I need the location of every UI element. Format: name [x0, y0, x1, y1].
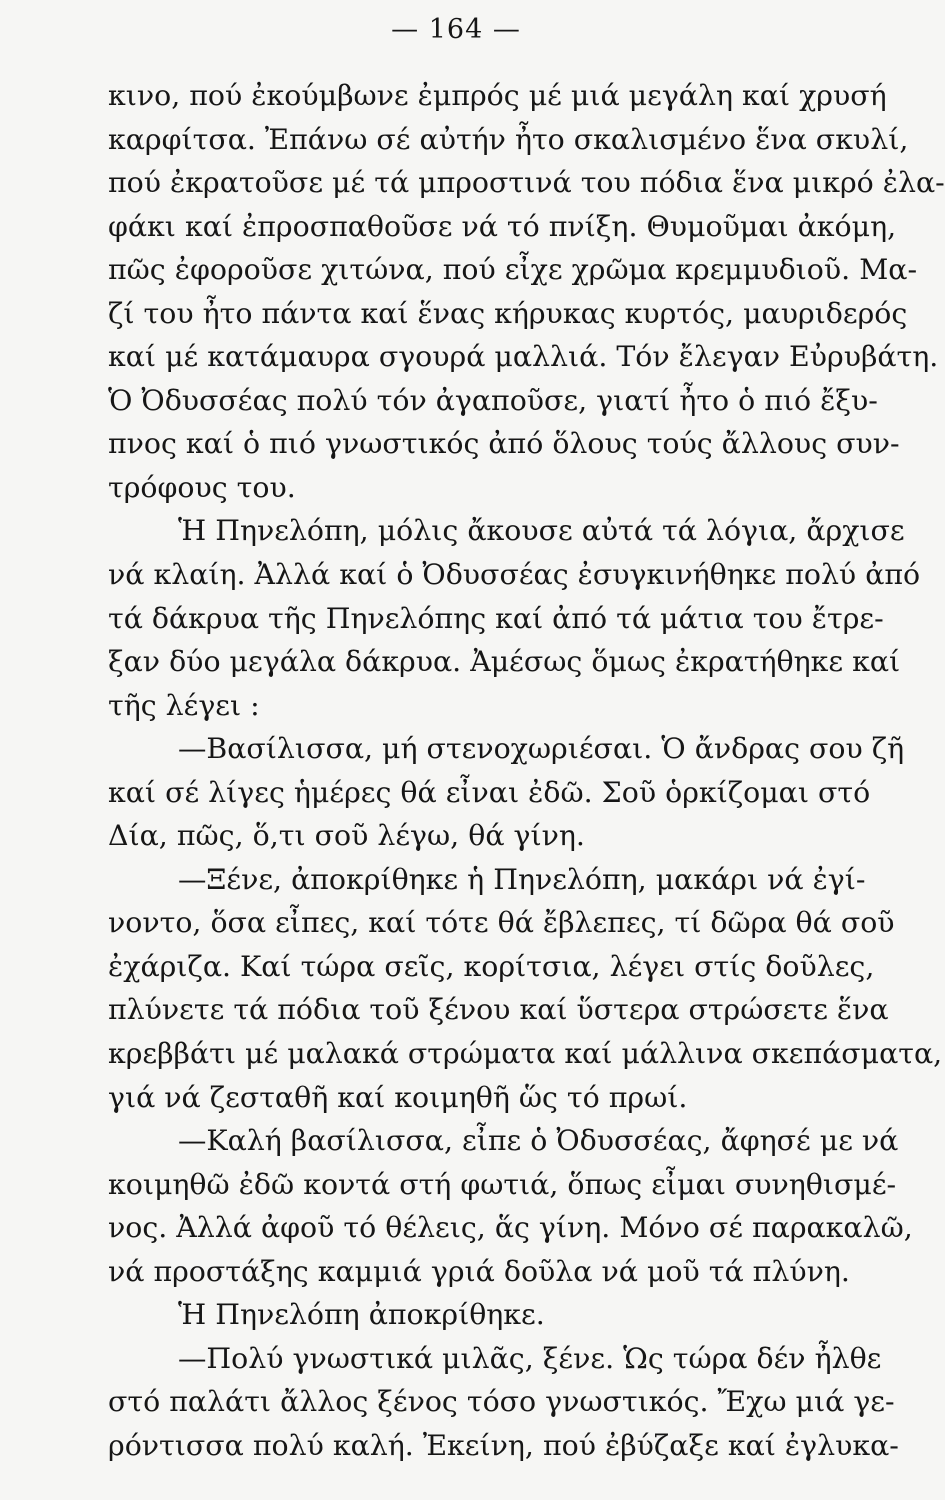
text-line: ρόντισσα πολύ καλή. Ἐκείνη, πού ἐβύζαξε καί ἐγλυκα-	[108, 1428, 899, 1462]
text-line: —Καλή βασίλισσα, εἶπε ὁ Ὀδυσσέας, ἄφησέ με νά	[178, 1124, 899, 1158]
text-line: Ἡ Πηνελόπη ἀποκρίθηκε.	[178, 1298, 545, 1332]
text-line: νά κλαίη. Ἀλλά καί ὁ Ὀδυσσέας ἐσυγκινήθηκε πολύ ἀπό	[108, 558, 921, 592]
text-line: ξαν δύο μεγάλα δάκρυα. Ἀμέσως ὅμως ἐκρατήθηκε καί	[108, 645, 901, 679]
text-line: κινο, πού ἐκούμβωνε ἐμπρός μέ μιά μεγάλη καί χρυσή	[108, 79, 887, 112]
text-line: κρεββάτι μέ μαλακά στρώματα καί μάλλινα σκεπάσματα,	[108, 1037, 943, 1071]
text-line: στό παλάτι ἄλλος ξένος τόσο γνωστικός. Ἔχω μιά γε-	[108, 1385, 895, 1419]
text-line: γιά νά ζεσταθῆ καί κοιμηθῆ ὥς τό πρωί.	[108, 1080, 688, 1114]
text-line: πλύνετε τά πόδια τοῦ ξένου καί ὕστερα στρώσετε ἕνα	[108, 993, 889, 1027]
text-line: —Ξένε, ἀποκρίθηκε ἡ Πηνελόπη, μακάρι νά ἐγί-	[178, 862, 866, 896]
text-line: φάκι καί ἐπροσπαθοῦσε νά τό πνίξη. Θυμοῦμαι ἀκόμη,	[108, 209, 897, 243]
text-line: κοιμηθῶ ἐδῶ κοντά στή φωτιά, ὅπως εἶμαι συνηθισμέ-	[108, 1167, 897, 1201]
text-line: νοντο, ὅσα εἶπες, καί τότε θά ἔβλεπες, τί δῶρα θά σοῦ	[108, 906, 895, 940]
text-line: πνος καί ὁ πιό γνωστικός ἀπό ὅλους τούς ἄλλους συν-	[108, 427, 900, 461]
text-line: Ὁ Ὀδυσσέας πολύ τόν ἀγαποῦσε, γιατί ἦτο ὁ πιό ἔξυ-	[108, 383, 878, 417]
body-text	[108, 74, 945, 1468]
text-line: —Βασίλισσα, μή στενοχωριέσαι. Ὁ ἄνδρας σου ζῆ	[178, 732, 905, 766]
text-line: καρφίτσα. Ἐπάνω σέ αὐτήν ἦτο σκαλισμένο ἕνα σκυλί,	[108, 122, 909, 156]
text-line: ζί του ἦτο πάντα καί ἕνας κήρυκας κυρτός, μαυριδερός	[108, 296, 908, 330]
text-line: —Πολύ γνωστικά μιλᾶς, ξένε. Ὡς τώρα δέν ἦλθε	[178, 1341, 882, 1375]
text-line: νος. Ἀλλά ἀφοῦ τό θέλεις, ἅς γίνη. Μόνο σέ παρακαλῶ,	[108, 1211, 913, 1245]
text-line: τρόφους του.	[108, 470, 296, 504]
page-number-header: — 164 —	[391, 14, 521, 45]
text-line: καί μέ κατάμαυρα σγουρά μαλλιά. Τόν ἔλεγαν Εὐρυβάτη.	[108, 340, 939, 374]
text-line: καί σέ λίγες ἡμέρες θά εἶναι ἐδῶ. Σοῦ ὁρκίζομαι στό	[108, 775, 871, 809]
text-line: Ἡ Πηνελόπη, μόλις ἄκουσε αὐτά τά λόγια, ἄρχισε	[178, 514, 905, 548]
text-line: τῆς λέγει :	[108, 688, 260, 722]
text-line: νά προστάξης καμμιά γριά δοῦλα νά μοῦ τά πλύνη.	[108, 1254, 850, 1288]
text-line: πού ἐκρατοῦσε μέ τά μπροστινά του πόδια ἕνα μικρό ἐλα-	[108, 166, 945, 200]
text-line: ἐχάριζα. Καί τώρα σεῖς, κορίτσια, λέγει στίς δοῦλες,	[108, 949, 875, 983]
text-line: πῶς ἐφοροῦσε χιτώνα, πού εἶχε χρῶμα κρεμμυδιοῦ. Μα-	[108, 253, 918, 287]
text-line: Δία, πῶς, ὅ,τι σοῦ λέγω, θά γίνη.	[108, 819, 585, 853]
text-line: τά δάκρυα τῆς Πηνελόπης καί ἀπό τά μάτια του ἔτρε-	[108, 601, 884, 635]
